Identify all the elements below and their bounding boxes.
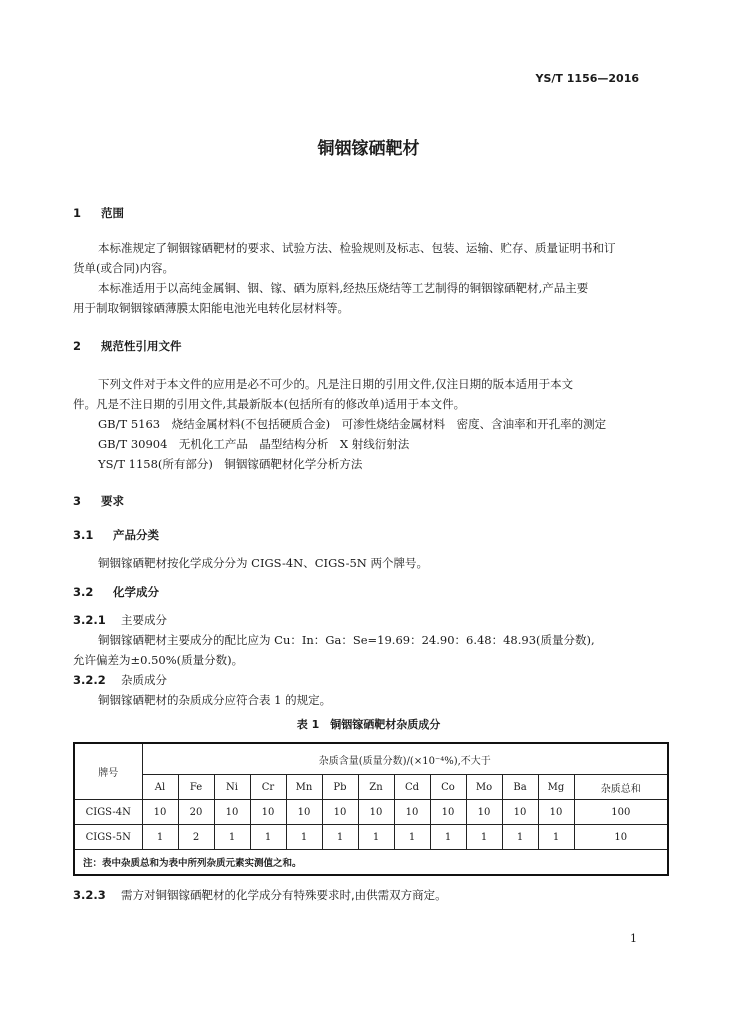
value-cell: 1 — [466, 825, 502, 850]
value-cell: 10 — [502, 800, 538, 825]
value-cell: 1 — [250, 825, 286, 850]
section-title: 产品分类 — [113, 528, 159, 542]
paragraph-line: 件。凡是不注日期的引用文件,其最新版本(包括所有的修改单)适用于本文件。 — [73, 397, 466, 411]
grade-cell: CIGS-4N — [74, 800, 142, 825]
value-cell: 10 — [214, 800, 250, 825]
section-3-2-3-heading — [73, 887, 447, 903]
element-header: Mg — [538, 775, 574, 800]
value-cell: 10 — [538, 800, 574, 825]
value-cell: 10 — [358, 800, 394, 825]
value-cell: 10 — [142, 800, 178, 825]
document-title: 铜铟镓硒靶材 — [317, 139, 420, 159]
section-title: 规范性引用文件 — [101, 339, 182, 353]
value-cell: 1 — [502, 825, 538, 850]
table-row — [74, 825, 668, 850]
reference-item: YS/T 1158(所有部分) 铜铟镓硒靶材化学分析方法 — [98, 457, 363, 471]
impurity-group-header: 杂质含量(质量分数)/(×10⁻⁴%),不大于 — [142, 743, 668, 775]
grade-header: 牌号 — [74, 743, 142, 800]
paragraph-line: 用于制取铜铟镓硒薄膜太阳能电池光电转化层材料等。 — [73, 301, 349, 315]
section-title: 杂质成分 — [121, 673, 167, 687]
section-title: 主要成分 — [121, 613, 167, 627]
element-header: Mo — [466, 775, 502, 800]
paragraph-line: 货单(或合同)内容。 — [73, 261, 174, 275]
element-header: Fe — [178, 775, 214, 800]
element-header: Cd — [394, 775, 430, 800]
element-header: Ni — [214, 775, 250, 800]
element-header: Co — [430, 775, 466, 800]
paragraph-line: 下列文件对于本文件的应用是必不可少的。凡是注日期的引用文件,仅注日期的版本适用于本文 — [98, 377, 574, 391]
paragraph-line: 允许偏差为±0.50%(质量分数)。 — [73, 653, 244, 667]
value-cell: 1 — [430, 825, 466, 850]
grade-cell: CIGS-5N — [74, 825, 142, 850]
section-number: 3.2 — [73, 585, 94, 599]
section-title: 要求 — [101, 494, 124, 508]
element-header: Mn — [286, 775, 322, 800]
section-number: 3.2.2 — [73, 673, 106, 687]
value-cell: 10 — [250, 800, 286, 825]
value-cell: 1 — [286, 825, 322, 850]
section-3-2-1-heading — [73, 612, 167, 628]
page-number: 1 — [630, 932, 637, 945]
element-header: Ba — [502, 775, 538, 800]
section-3-2-heading — [73, 584, 159, 600]
section-1-heading — [73, 205, 124, 221]
value-cell: 10 — [322, 800, 358, 825]
standard-number: YS/T 1156—2016 — [535, 72, 639, 85]
section-number: 1 — [73, 206, 82, 220]
total-cell: 100 — [574, 800, 668, 825]
table-row — [74, 800, 668, 825]
paragraph-line: 铜铟镓硒靶材主要成分的配比应为 Cu：In：Ga：Se=19.69：24.90：6.48：48.93(质量分数), — [98, 633, 595, 647]
section-number: 3.2.1 — [73, 613, 106, 627]
value-cell: 1 — [322, 825, 358, 850]
section-title: 需方对铜铟镓硒靶材的化学成分有特殊要求时,由供需双方商定。 — [121, 888, 447, 902]
paragraph-line: 本标准适用于以高纯金属铜、铟、镓、硒为原料,经热压烧结等工艺制得的铜铟镓硒靶材,产品主要 — [98, 281, 589, 295]
paragraph-line: 铜铟镓硒靶材按化学成分分为 CIGS-4N、CIGS-5N 两个牌号。 — [98, 556, 428, 570]
total-cell: 10 — [574, 825, 668, 850]
value-cell: 1 — [394, 825, 430, 850]
element-header-row — [74, 775, 668, 800]
section-number: 3.1 — [73, 528, 94, 542]
reference-item: GB/T 5163 烧结金属材料(不包括硬质合金) 可渗性烧结金属材料 密度、含油率和开孔率的测定 — [98, 417, 607, 431]
section-title: 化学成分 — [113, 585, 159, 599]
element-header: Al — [142, 775, 178, 800]
value-cell: 1 — [214, 825, 250, 850]
element-header: Pb — [322, 775, 358, 800]
element-header: 杂质总和 — [574, 775, 668, 800]
value-cell: 10 — [430, 800, 466, 825]
table-caption: 表 1 铜铟镓硒靶材杂质成分 — [296, 718, 441, 731]
value-cell: 10 — [286, 800, 322, 825]
value-cell: 10 — [466, 800, 502, 825]
table-note: 注：表中杂质总和为表中所列杂质元素实测值之和。 — [74, 850, 668, 876]
section-number: 2 — [73, 339, 82, 353]
element-header: Cr — [250, 775, 286, 800]
value-cell: 1 — [538, 825, 574, 850]
section-title: 范围 — [101, 206, 124, 220]
section-number: 3.2.3 — [73, 888, 106, 902]
value-cell: 1 — [358, 825, 394, 850]
paragraph-line: 本标准规定了铜铟镓硒靶材的要求、试验方法、检验规则及标志、包装、运输、贮存、质量证明书和订 — [98, 241, 616, 255]
section-3-2-2-heading — [73, 672, 167, 688]
section-3-1-heading — [73, 527, 159, 543]
value-cell: 2 — [178, 825, 214, 850]
impurity-table — [73, 742, 669, 876]
paragraph-line: 铜铟镓硒靶材的杂质成分应符合表 1 的规定。 — [98, 693, 332, 707]
value-cell: 20 — [178, 800, 214, 825]
element-header: Zn — [358, 775, 394, 800]
section-3-heading — [73, 493, 124, 509]
reference-item: GB/T 30904 无机化工产品 晶型结构分析 X 射线衍射法 — [98, 437, 410, 451]
value-cell: 1 — [142, 825, 178, 850]
value-cell: 10 — [394, 800, 430, 825]
section-number: 3 — [73, 494, 82, 508]
section-2-heading — [73, 338, 182, 354]
